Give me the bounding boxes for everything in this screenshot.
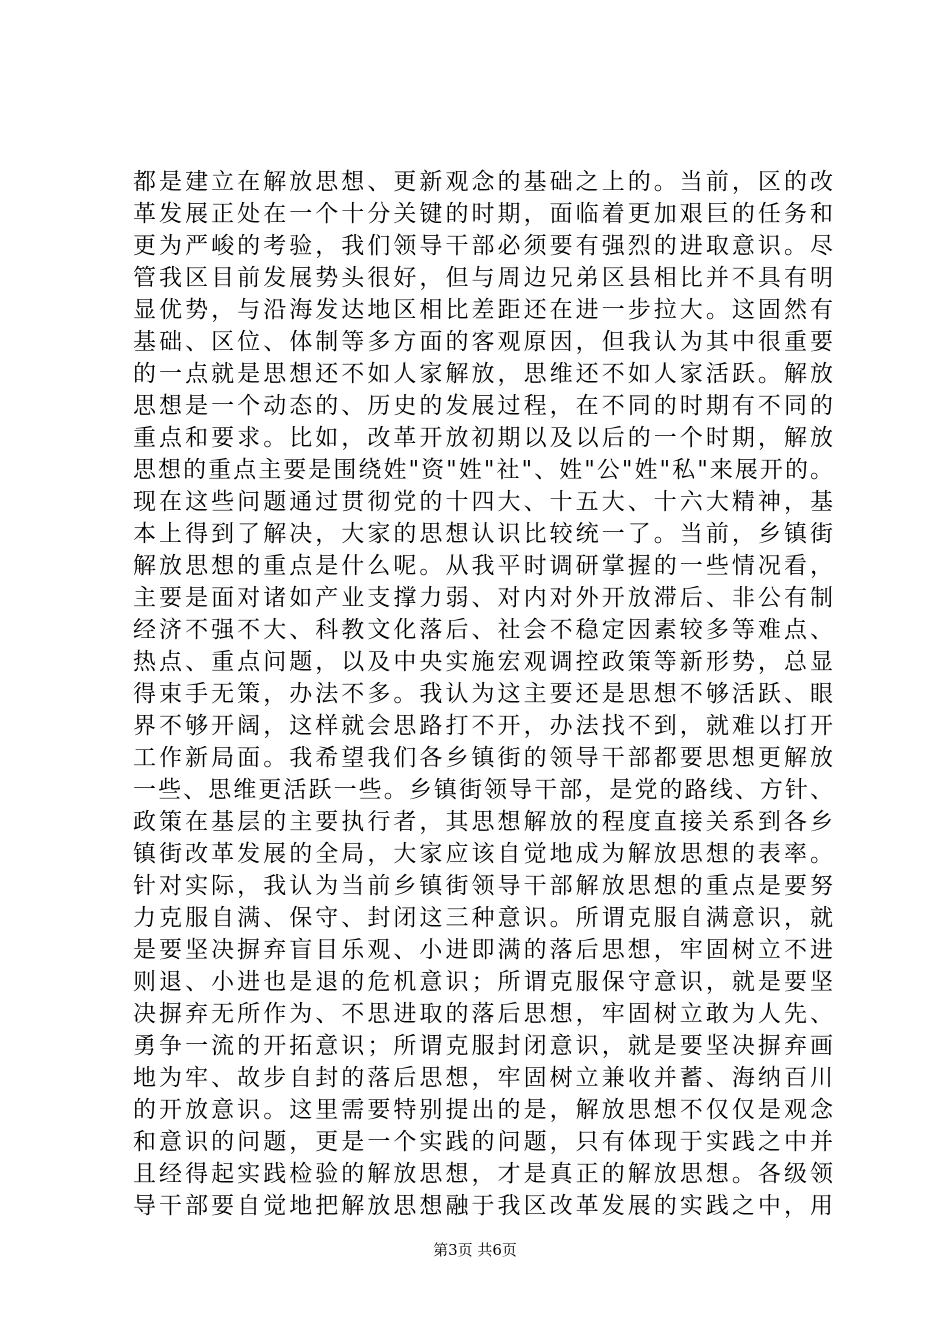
body-text [133,166,833,1222]
text-line: 和意识的问题，更是一个实践的问题，只有体现于实践之中并 [133,1129,833,1155]
text-line: 思想的重点主要是围绕姓"资"姓"社"、姓"公"姓"私"来展开的。 [133,457,833,483]
text-line: 解放思想的重点是什么呢。从我平时调研掌握的一些情况看， [133,553,833,579]
text-line: 经济不强不大、科教文化落后、社会不稳定因素较多等难点、 [133,617,833,643]
text-line: 导干部要自觉地把解放思想融于我区改革发展的实践之中，用 [133,1193,833,1219]
text-line: 的一点就是思想还不如人家解放，思维还不如人家活跃。解放 [133,361,833,387]
text-line: 热点、重点问题，以及中央实施宏观调控政策等新形势，总显 [133,649,833,675]
text-line: 则退、小进也是退的危机意识；所谓克服保守意识，就是要坚 [133,969,833,995]
text-line: 针对实际，我认为当前乡镇街领导干部解放思想的重点是要努 [133,873,833,899]
text-line: 更为严峻的考验，我们领导干部必须要有强烈的进取意识。尽 [133,233,833,259]
text-line: 力克服自满、保守、封闭这三种意识。所谓克服自满意识，就 [133,905,833,931]
page-footer: 第3页 共6页 [433,1241,517,1259]
text-line: 管我区目前发展势头很好，但与周边兄弟区县相比并不具有明 [133,265,833,291]
text-line: 现在这些问题通过贯彻党的十四大、十五大、十六大精神，基 [133,489,833,515]
text-line: 一些、思维更活跃一些。乡镇街领导干部，是党的路线、方针、 [133,777,833,803]
text-line: 工作新局面。我希望我们各乡镇街的领导干部都要思想更解放 [133,745,833,771]
text-line: 的开放意识。这里需要特别提出的是，解放思想不仅仅是观念 [133,1097,833,1123]
text-line: 都是建立在解放思想、更新观念的基础之上的。当前，区的改 [133,169,833,195]
text-line: 勇争一流的开拓意识；所谓克服封闭意识，就是要坚决摒弃画 [133,1033,833,1059]
text-line: 基础、区位、体制等多方面的客观原因，但我认为其中很重要 [133,329,833,355]
text-line: 显优势，与沿海发达地区相比差距还在进一步拉大。这固然有 [133,297,833,323]
text-line: 政策在基层的主要执行者，其思想解放的程度直接关系到各乡 [133,809,833,835]
text-line: 主要是面对诸如产业支撑力弱、对内对外开放滞后、非公有制 [133,585,833,611]
text-line: 且经得起实践检验的解放思想，才是真正的解放思想。各级领 [133,1161,833,1187]
text-line: 决摒弃无所作为、不思进取的落后思想，牢固树立敢为人先、 [133,1001,833,1027]
text-line: 地为牢、故步自封的落后思想，牢固树立兼收并蓄、海纳百川 [133,1065,833,1091]
text-line: 镇街改革发展的全局，大家应该自觉地成为解放思想的表率。 [133,841,833,867]
text-line: 是要坚决摒弃盲目乐观、小进即满的落后思想，牢固树立不进 [133,937,833,963]
text-line: 革发展正处在一个十分关键的时期，面临着更加艰巨的任务和 [133,201,833,227]
text-line: 界不够开阔，这样就会思路打不开，办法找不到，就难以打开 [133,713,833,739]
text-line: 思想是一个动态的、历史的发展过程，在不同的时期有不同的 [133,393,833,419]
text-line: 得束手无策，办法不多。我认为这主要还是思想不够活跃、眼 [133,681,833,707]
text-line: 重点和要求。比如，改革开放初期以及以后的一个时期，解放 [133,425,833,451]
text-line: 本上得到了解决，大家的思想认识比较统一了。当前，乡镇街 [133,521,833,547]
